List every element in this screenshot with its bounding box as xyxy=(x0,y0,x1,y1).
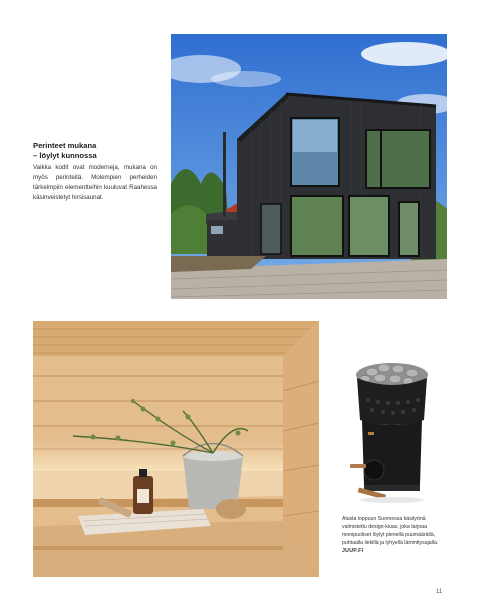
caption-text: Alusta loppuun Suomessa käsityönä valmistettu design-kiuas, joka tarjoaa monipuoliset löylyt pienellä puumäärällä, puhtaalla liekillä ja lyhyellä lämmitysajalla. xyxy=(342,516,439,546)
intro-body: Vaikka kodit ovat moderneja, mukana on myös perinteitä. Molempien perheiden tärkeimpiin elementteihin kuuluvat Raahessa käsinveistetyt hirsisaunat. xyxy=(33,164,157,201)
intro-heading-line1: Perinteet mukana xyxy=(33,141,97,150)
sauna-illustration xyxy=(33,321,319,577)
house-illustration xyxy=(171,34,447,299)
intro-heading-line2: – löylyt kunnossa xyxy=(33,151,97,160)
page-number: 11 xyxy=(436,589,443,595)
intro-block xyxy=(33,141,157,203)
caption-brand: JUUP.FI xyxy=(342,548,364,554)
stove-illustration xyxy=(350,360,434,505)
stove-caption xyxy=(342,515,450,555)
house-photo xyxy=(171,34,447,299)
sauna-stove-image xyxy=(350,360,434,505)
sauna-photo xyxy=(33,321,319,577)
intro-heading xyxy=(33,141,157,161)
